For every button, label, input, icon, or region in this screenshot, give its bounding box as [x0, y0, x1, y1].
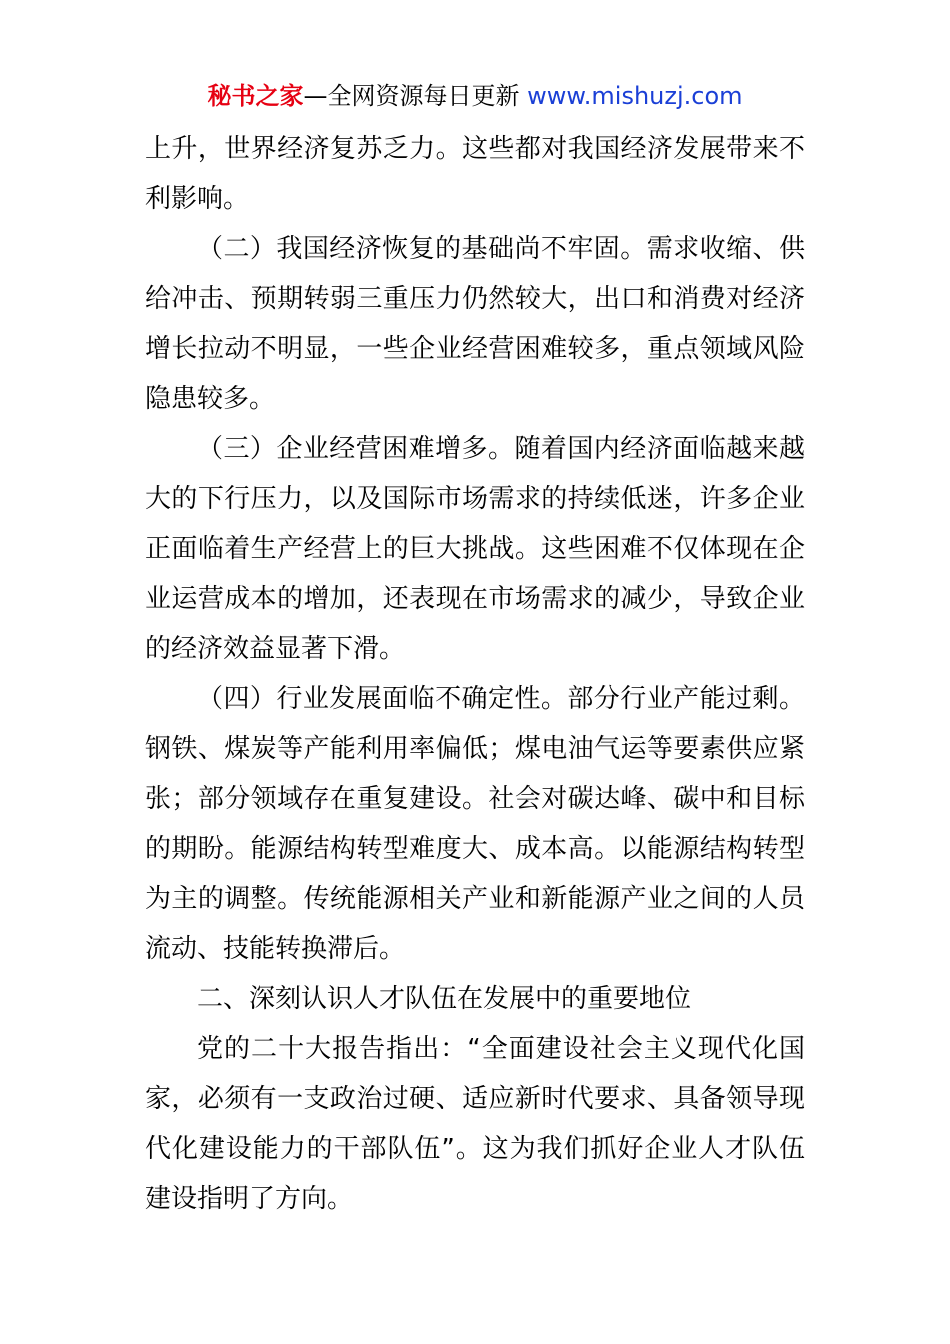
- paragraph-report-quote: 党的二十大报告指出：“全面建设社会主义现代化国家，必须有一支政治过硬、适应新时代要求、具备领导现代化建设能力的干部队伍”。这为我们抓好企业人才队伍建设指明了方向。: [145, 1034, 805, 1214]
- site-url[interactable]: www.mishuzj.com: [527, 82, 743, 110]
- paragraph-section-2: （二）我国经济恢复的基础尚不牢固。需求收缩、供给冲击、预期转弱三重压力仍然较大，出口和消费对经济增长拉动不明显，一些企业经营困难较多，重点领域风险隐患较多。: [145, 234, 805, 414]
- site-header: [0, 80, 950, 112]
- section-heading: 二、深刻认识人才队伍在发展中的重要地位: [197, 984, 692, 1014]
- brand-name: 秘书之家: [207, 82, 304, 110]
- paragraph-section-3: （三）企业经营困难增多。随着国内经济面临越来越大的下行压力，以及国际市场需求的持续低迷，许多企业正面临着生产经营上的巨大挑战。这些困难不仅体现在企业运营成本的增加，还表现在市场需求的减少，导致企业的经济效益显著下滑。: [145, 434, 805, 664]
- header-tagline: —全网资源每日更新: [303, 82, 520, 110]
- document-body: [145, 124, 805, 1224]
- paragraph-continuation: 上升，世界经济复苏乏力。这些都对我国经济发展带来不利影响。: [145, 134, 805, 214]
- paragraph-section-4: （四）行业发展面临不确定性。部分行业产能过剩。钢铁、煤炭等产能利用率偏低；煤电油气运等要素供应紧张；部分领域存在重复建设。社会对碳达峰、碳中和目标的期盼。能源结构转型难度大、成本高。以能源结构转型为主的调整。传统能源相关产业和新能源产业之间的人员流动、技能转换滞后。: [145, 684, 805, 964]
